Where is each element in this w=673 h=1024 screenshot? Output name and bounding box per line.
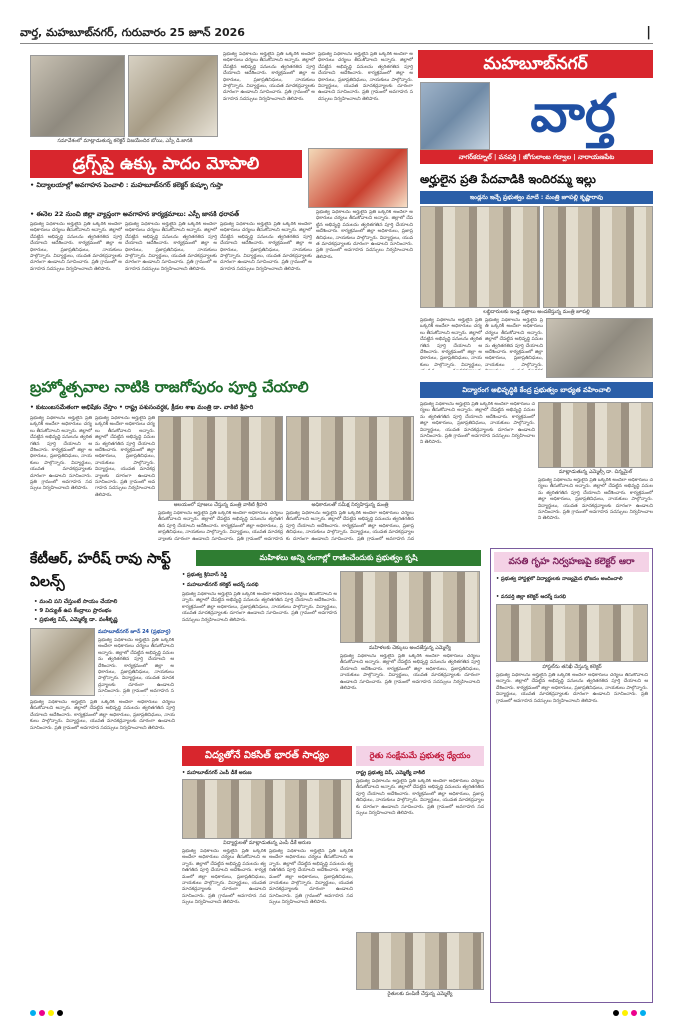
dateline-bar: [20, 22, 653, 44]
story7-photo: [496, 604, 648, 662]
story1-body-col6: ప్రభుత్వ పథకాలను అర్హులైన ప్రతి ఒక్కరికీ అందేలా అధికారులు చర్యలు తీసుకోవాలని అన్నారు. జిల్లాలో చేపట్టిన అభివృద్ధి పనులను త్వరితగతిన పూర్తి చేయాలని ఆదేశించారు. కార్యక్రమంలో జిల్లా అధికారులు, ప్రజాప్రతినిధులు, నాయకులు పాల్గొన్నారు. విద్యార్థులు, యువత మాదకద్రవ్యాలకు దూరంగా ఉండాలని సూచించారు. ప్రతి గ్రామంలో అవగాహన సదస్సులు నిర్వహించాలని తెలిపారు.: [316, 210, 413, 260]
story2-photo-right: [543, 206, 653, 308]
story3-caption2: అధికారులతో సమీక్ష నిర్వహిస్తున్న మంత్రి: [311, 502, 389, 508]
story9-sub: రాష్ట్ర ప్రభుత్వ విప్, ఎమ్మెల్యే వాకిటి: [356, 770, 425, 776]
story1-sub1: • విద్యాలయాల్లో అవగాహన పెంచాలి : మహబూబ్‌నగర్ కలెక్టర్ కుష్బూ గుప్తా: [30, 181, 223, 189]
story7-headline: వసతి గృహ నిర్వహణపై కలెక్టర్ ఆరా: [494, 552, 649, 572]
registration-cyan: [30, 1010, 36, 1016]
story3-body-col2: ప్రభుత్వ పథకాలను అర్హులైన ప్రతి ఒక్కరికీ అందేలా అధికారులు చర్యలు తీసుకోవాలని అన్నారు. జిల్లాలో చేపట్టిన అభివృద్ధి పనులను త్వరితగతిన పూర్తి చేయాలని ఆదేశించారు. కార్యక్రమంలో జిల్లా అధికారులు, ప్రజాప్రతినిధులు, నాయకులు పాల్గొన్నారు. విద్యార్థులు, యువత మాదకద్రవ్యాలకు దూరంగా ఉండాలని సూచించారు. ప్రతి గ్రామంలో అవగాహన సదస్సులు నిర్వహించాలని తెలిపారు.: [95, 416, 155, 498]
story4-body-col2: ప్రభుత్వ పథకాలను అర్హులైన ప్రతి ఒక్కరికీ అందేలా అధికారులు చర్యలు తీసుకోవాలని అన్నారు. జిల్లాలో చేపట్టిన అభివృద్ధి పనులను త్వరితగతిన పూర్తి చేయాలని ఆదేశించారు. కార్యక్రమంలో జిల్లా అధికారులు, ప్రజాప్రతినిధులు, నాయకులు పాల్గొన్నారు. విద్యార్థులు, యువత మాదకద్రవ్యాలకు దూరంగా ఉండాలని సూచించారు. ప్రతి గ్రామంలో అవగాహన సదస్సులు నిర్వహించాలని తెలిపారు.: [538, 478, 653, 522]
story6-body-col2: ప్రభుత్వ పథకాలను అర్హులైన ప్రతి ఒక్కరికీ అందేలా అధికారులు చర్యలు తీసుకోవాలని అన్నారు. జిల్లాలో చేపట్టిన అభివృద్ధి పనులను త్వరితగతిన పూర్తి చేయాలని ఆదేశించారు. కార్యక్రమంలో జిల్లా అధికారులు, ప్రజాప్రతినిధులు, నాయకులు పాల్గొన్నారు. విద్యార్థులు, యువత మాదకద్రవ్యాలకు దూరంగా ఉండాలని సూచించారు. ప్రతి గ్రామంలో అవగాహన సదస్సులు నిర్వహించాలని తెలిపారు.: [340, 654, 480, 692]
story4-caption: మాట్లాడుతున్న ఎమ్మెల్సీ డా. చిన్నమైల్: [558, 469, 633, 475]
paper-logo: వార్త: [530, 83, 616, 144]
story9-photo: [356, 932, 484, 990]
story2-body-col2: ప్రభుత్వ పథకాలను అర్హులైన ప్రతి ఒక్కరికీ అందేలా అధికారులు చర్యలు తీసుకోవాలని అన్నారు. జిల్లాలో చేపట్టిన అభివృద్ధి పనులను త్వరితగతిన పూర్తి చేయాలని ఆదేశించారు. కార్యక్రమంలో జిల్లా అధికారులు, ప్రజాప్రతినిధులు, నాయకులు పాల్గొన్నారు.: [485, 318, 543, 368]
story6-body-col1: ప్రభుత్వ పథకాలను అర్హులైన ప్రతి ఒక్కరికీ అందేలా అధికారులు చర్యలు తీసుకోవాలని అన్నారు. జిల్లాలో చేపట్టిన అభివృద్ధి పనులను త్వరితగతిన పూర్తి చేయాలని ఆదేశించారు. కార్యక్రమంలో జిల్లా అధికారులు, ప్రజాప్రతినిధులు, నాయకులు పాల్గొన్నారు. విద్యార్థులు, యువత మాదకద్రవ్యాలకు దూరంగా ఉండాలని సూచించారు. ప్రతి గ్రామంలో అవగాహన సదస్సులు నిర్వహించాలని తెలిపారు.: [182, 592, 337, 623]
story6-headline: మహిళలు అన్ని రంగాల్లో రాణించేందుకు ప్రభుత్వం కృషి: [196, 550, 481, 566]
story8-body-col1: ప్రభుత్వ పథకాలను అర్హులైన ప్రతి ఒక్కరికీ అందేలా అధికారులు చర్యలు తీసుకోవాలని అన్నారు. జిల్లాలో చేపట్టిన అభివృద్ధి పనులను త్వరితగతిన పూర్తి చేయాలని ఆదేశించారు. కార్యక్రమంలో జిల్లా అధికారులు, ప్రజాప్రతినిధులు, నాయకులు పాల్గొన్నారు. విద్యార్థులు, యువత మాదకద్రవ్యాలకు దూరంగా ఉండాలని సూచించారు. ప్రతి గ్రామంలో అవగాహన సదస్సులు నిర్వహించాలని తెలిపారు.: [182, 849, 266, 906]
registration-magenta: [39, 1010, 45, 1016]
story8-body-col2: ప్రభుత్వ పథకాలను అర్హులైన ప్రతి ఒక్కరికీ అందేలా అధికారులు చర్యలు తీసుకోవాలని అన్నారు. జిల్లాలో చేపట్టిన అభివృద్ధి పనులను త్వరితగతిన పూర్తి చేయాలని ఆదేశించారు. కార్యక్రమంలో జిల్లా అధికారులు, ప్రజాప్రతినిధులు, నాయకులు పాల్గొన్నారు. విద్యార్థులు, యువత మాదకద్రవ్యాలకు దూరంగా ఉండాలని సూచించారు. ప్రతి గ్రామంలో అవగాహన సదస్సులు నిర్వహించాలని తెలిపారు.: [269, 849, 353, 906]
dam-photo: [420, 82, 490, 150]
story5-headline: కేటీఆర్, హరీష్ రావు సాఫ్ట్ విలన్స్: [30, 551, 171, 590]
districts-strip: నాగర్‌కర్నూల్ | వనపర్తి | జోగులాంబ గద్వాల | నారాయణపేట: [420, 150, 653, 164]
story7-caption: హాస్టల్‌ను తనిఖీ చేస్తున్న కలెక్టర్: [542, 664, 602, 670]
drugs-illustration: [308, 148, 408, 208]
story1-body-col1: ప్రభుత్వ పథకాలను అర్హులైన ప్రతి ఒక్కరికీ అందేలా అధికారులు చర్యలు తీసుకోవాలని అన్నారు. జిల్లాలో చేపట్టిన అభివృద్ధి పనులను త్వరితగతిన పూర్తి చేయాలని ఆదేశించారు. కార్యక్రమంలో జిల్లా అధికారులు, ప్రజాప్రతినిధులు, నాయకులు పాల్గొన్నారు. విద్యార్థులు, యువత మాదకద్రవ్యాలకు దూరంగా ఉండాలని సూచించారు. ప్రతి గ్రామంలో అవగాహన సదస్సులు నిర్వహించాలని తెలిపారు.: [223, 52, 315, 102]
edition-title: మహబూబ్‌నగర్: [418, 50, 653, 78]
story2-photo-left: [420, 206, 540, 308]
sp-photo: [128, 55, 218, 137]
story3-photo-right: [286, 416, 414, 501]
story6-caption: మహిళలకు చెక్కులు అందజేస్తున్న ఎమ్మెల్యే: [369, 645, 451, 651]
story1-body-col4: ప్రభుత్వ పథకాలను అర్హులైన ప్రతి ఒక్కరికీ అందేలా అధికారులు చర్యలు తీసుకోవాలని అన్నారు. జిల్లాలో చేపట్టిన అభివృద్ధి పనులను త్వరితగతిన పూర్తి చేయాలని ఆదేశించారు. కార్యక్రమంలో జిల్లా అధికారులు, ప్రజాప్రతినిధులు, నాయకులు పాల్గొన్నారు. విద్యార్థులు, యువత మాదకద్రవ్యాలకు దూరంగా ఉండాలని సూచించారు. ప్రతి గ్రామంలో అవగాహన సదస్సులు నిర్వహించాలని తెలిపారు.: [125, 222, 217, 272]
story8-headline: విద్యతోనే వికసిత్ భారత్ సాధ్యం: [182, 746, 352, 766]
registration-black: [57, 1010, 63, 1016]
registration-yellow-right: [622, 1010, 628, 1016]
story1-caption: సమావేశంలో మాట్లాడుతున్న కలెక్టర్ విజయేందిర బోయి, ఎస్పీ డి.జానకి: [57, 138, 193, 144]
story3-caption1: ఆలయంలో పూజలు చేస్తున్న మంత్రి వాకిటి శ్రీహరి: [173, 502, 268, 508]
story2-body-col1: ప్రభుత్వ పథకాలను అర్హులైన ప్రతి ఒక్కరికీ అందేలా అధికారులు చర్యలు తీసుకోవాలని అన్నారు. జిల్లాలో చేపట్టిన అభివృద్ధి పనులను త్వరితగతిన పూర్తి చేయాలని ఆదేశించారు. కార్యక్రమంలో జిల్లా అధికారులు, ప్రజాప్రతినిధులు, నాయకులు పాల్గొన్నారు. విద్యార్థులు,: [420, 318, 482, 368]
story1-body-col2: ప్రభుత్వ పథకాలను అర్హులైన ప్రతి ఒక్కరికీ అందేలా అధికారులు చర్యలు తీసుకోవాలని అన్నారు. జిల్లాలో చేపట్టిన అభివృద్ధి పనులను త్వరితగతిన పూర్తి చేయాలని ఆదేశించారు. కార్యక్రమంలో జిల్లా అధికారులు, ప్రజాప్రతినిధులు, నాయకులు పాల్గొన్నారు. విద్యార్థులు, యువత మాదకద్రవ్యాలకు దూరంగా ఉండాలని సూచించారు. ప్రతి గ్రామంలో అవగాహన సదస్సులు నిర్వహించాలని తెలిపారు.: [318, 52, 413, 102]
registration-cyan-right: [640, 1010, 646, 1016]
story6-photo: [340, 571, 480, 643]
story5-body-col1: ప్రభుత్వ పథకాలను అర్హులైన ప్రతి ఒక్కరికీ అందేలా అధికారులు చర్యలు తీసుకోవాలని అన్నారు. జిల్లాలో చేపట్టిన అభివృద్ధి పనులను త్వరితగతిన పూర్తి చేయాలని ఆదేశించారు. కార్యక్రమంలో జిల్లా అధికారులు, ప్రజాప్రతినిధులు, నాయకులు పాల్గొన్నారు. విద్యార్థులు, యువత మాదకద్రవ్యాలకు దూరంగా ఉండాలని సూచించారు. ప్రతి గ్రామంలో అవగాహన స: [98, 638, 174, 695]
story6-sub2: • మహబూబ్‌నగర్ కలెక్టర్ ఆదర్శ్ సురభి: [182, 582, 259, 588]
registration-magenta-right: [631, 1010, 637, 1016]
story5-sub1: • మంచి పని చేస్తుంటే సాయం చేయాలి: [34, 599, 118, 605]
story7-sub1: • ప్రభుత్వ హాస్టళ్లలో విద్యార్థులకు నాణ్యమైన భోజనం అందించాలి: [496, 576, 623, 582]
story1-body-col3: ప్రభుత్వ పథకాలను అర్హులైన ప్రతి ఒక్కరికీ అందేలా అధికారులు చర్యలు తీసుకోవాలని అన్నారు. జిల్లాలో చేపట్టిన అభివృద్ధి పనులను త్వరితగతిన పూర్తి చేయాలని ఆదేశించారు. కార్యక్రమంలో జిల్లా అధికారులు, ప్రజాప్రతినిధులు, నాయకులు పాల్గొన్నారు. విద్యార్థులు, యువత మాదకద్రవ్యాలకు దూరంగా ఉండాలని సూచించారు. ప్రతి గ్రామంలో అవగాహన సదస్సులు నిర్వహించాలని తెలిపారు.: [30, 222, 122, 272]
story3-body-col1: ప్రభుత్వ పథకాలను అర్హులైన ప్రతి ఒక్కరికీ అందేలా అధికారులు చర్యలు తీసుకోవాలని అన్నారు. జిల్లాలో చేపట్టిన అభివృద్ధి పనులను త్వరితగతిన పూర్తి చేయాలని ఆదేశించారు. కార్యక్రమంలో జిల్లా అధికారులు, ప్రజాప్రతినిధులు, నాయకులు పాల్గొన్నారు. విద్యార్థులు, యువత మాదకద్రవ్యాలకు దూరంగా ఉండాలని సూచించారు. ప్రతి గ్రామంలో అవగాహన సదస్సులు నిర్వహించాలని తెలిపారు.: [30, 416, 92, 492]
story8-caption: విద్యార్థులతో మాట్లాడుతున్న ఎంపీ డీకే అరుణ: [223, 840, 311, 846]
story8-sub: • మహబూబ్‌నగర్ ఎంపీ డీకే అరుణ: [182, 770, 252, 776]
story1-headline: డ్రగ్స్‌పై ఉక్కు పాదం మోపాలి: [30, 150, 302, 178]
story7-sub2: • వనపర్తి జిల్లా కలెక్టర్ ఆదర్శ్ సురభి: [496, 594, 566, 600]
story4-headline: విద్యారంగ అభివృద్ధికి కేంద్ర ప్రభుత్వం బాధ్యత వహించాలి: [420, 382, 653, 398]
story2-caption: లబ్ధిదారులకు ఇండ్ల పత్రాలు అందజేస్తున్న మంత్రి జూపల్లి: [483, 309, 590, 315]
story5-reporter: మహబూబ్‌నగర్ జూన్ 24 (ప్రభవార్త): [98, 629, 171, 635]
story5-sub3: • ప్రభుత్వ విప్, ఎమ్మెల్యే డా. వంశీకృష్ణ: [34, 617, 118, 623]
story8-photo: [182, 779, 352, 839]
story9-body: ప్రభుత్వ పథకాలను అర్హులైన ప్రతి ఒక్కరికీ అందేలా అధికారులు చర్యలు తీసుకోవాలని అన్నారు. జిల్లాలో చేపట్టిన అభివృద్ధి పనులను త్వరితగతిన పూర్తి చేయాలని ఆదేశించారు. కార్యక్రమంలో జిల్లా అధికారులు, ప్రజాప్రతినిధులు, నాయకులు పాల్గొన్నారు. విద్యార్థులు, యువత మాదకద్రవ్యాలకు దూరంగా ఉండాలని సూచించారు. ప్రతి గ్రామంలో అవగాహన సదస్సులు నిర్వహించాలని తెలిపారు.: [356, 779, 484, 817]
story3-headline: బ్రహ్మోత్సవాల నాటికి రాజగోపురం పూర్తి చేయాలి: [30, 378, 309, 396]
story1-body-col5: ప్రభుత్వ పథకాలను అర్హులైన ప్రతి ఒక్కరికీ అందేలా అధికారులు చర్యలు తీసుకోవాలని అన్నారు. జిల్లాలో చేపట్టిన అభివృద్ధి పనులను త్వరితగతిన పూర్తి చేయాలని ఆదేశించారు. కార్యక్రమంలో జిల్లా అధికారులు, ప్రజాప్రతినిధులు, నాయకులు పాల్గొన్నారు. విద్యార్థులు, యువత మాదకద్రవ్యాలకు దూరంగా ఉండాలని సూచించారు. ప్రతి గ్రామంలో అవగాహన సదస్సులు నిర్వహించాలని తెలిపారు.: [220, 222, 312, 272]
story6-sub1: • ప్రభుత్వ శ్రీనివాస్ రెడ్డి: [182, 572, 228, 578]
story5-body-col2: ప్రభుత్వ పథకాలను అర్హులైన ప్రతి ఒక్కరికీ అందేలా అధికారులు చర్యలు తీసుకోవాలని అన్నారు. జిల్లాలో చేపట్టిన అభివృద్ధి పనులను త్వరితగతిన పూర్తి చేయాలని ఆదేశించారు. కార్యక్రమంలో జిల్లా అధికారులు, ప్రజాప్రతినిధులు, నాయకులు పాల్గొన్నారు. విద్యార్థులు, యువత మాదకద్రవ్యాలకు దూరంగా ఉండాలని సూచించారు. ప్రతి గ్రామంలో అవగాహన సదస్సులు నిర్వహించాలని తెలిపారు.: [30, 700, 175, 731]
story9-headline: రైతు సంక్షేమమే ప్రభుత్వ ధ్యేయం: [356, 746, 484, 766]
story1-sub2: • ఈనెల 22 నుంచి జిల్లా వ్యాప్తంగా అవగాహన కార్యక్రమాలు: ఎస్పీ జానకి ధరావత్: [30, 210, 240, 218]
story3-body-col3: ప్రభుత్వ పథకాలను అర్హులైన ప్రతి ఒక్కరికీ అందేలా అధికారులు చర్యలు తీసుకోవాలని అన్నారు. జిల్లాలో చేపట్టిన అభివృద్ధి పనులను త్వరితగతిన పూర్తి చేయాలని ఆదేశించారు. కార్యక్రమంలో జిల్లా అధికారులు, ప్రజాప్రతినిధులు, నాయకులు పాల్గొన్నారు. విద్యార్థులు, యువత మాదకద్రవ్యాలకు దూరంగా ఉండాలని సూచించారు. ప్రతి గ్రామంలో అవగాహన: [158, 511, 283, 541]
story9-caption: రైతులకు పంపిణీ చేస్తున్న ఎమ్మెల్యే: [387, 991, 453, 997]
story2-headline: అర్హులైన ప్రతి పేదవాడికి ఇందిరమ్మ ఇల్లు: [420, 172, 596, 186]
story7-body: ప్రభుత్వ పథకాలను అర్హులైన ప్రతి ఒక్కరికీ అందేలా అధికారులు చర్యలు తీసుకోవాలని అన్నారు. జిల్లాలో చేపట్టిన అభివృద్ధి పనులను త్వరితగతిన పూర్తి చేయాలని ఆదేశించారు. కార్యక్రమంలో జిల్లా అధికారులు, ప్రజాప్రతినిధులు, నాయకులు పాల్గొన్నారు. విద్యార్థులు, యువత మాదకద్రవ్యాలకు దూరంగా ఉండాలని సూచించారు. ప్రతి గ్రామంలో అవగాహన సదస్సులు నిర్వహించాలని తెలిపారు.: [496, 673, 648, 704]
story3-body-col4: ప్రభుత్వ పథకాలను అర్హులైన ప్రతి ఒక్కరికీ అందేలా అధికారులు చర్యలు తీసుకోవాలని అన్నారు. జిల్లాలో చేపట్టిన అభివృద్ధి పనులను త్వరితగతిన పూర్తి చేయాలని ఆదేశించారు. కార్యక్రమంలో జిల్లా అధికారులు, ప్రజాప్రతినిధులు, నాయకులు పాల్గొన్నారు. విద్యార్థులు, యువత మాదకద్రవ్యాలకు దూరంగా ఉండాలని సూచించారు. ప్రతి గ్రామంలో అవగాహన సద: [286, 511, 414, 541]
dateline: వార్త, మహబూబ్‌నగర్, గురువారం 25 జూన్ 2026: [20, 26, 245, 39]
story5-sub2: • 9 విద్యుత్ ఉప కేంద్రాలు ప్రారంభం: [34, 608, 112, 614]
story3-sub: • కుటుంబసమేతంగా అభిషేకం చేస్తాం • రాష్ట్ర పశుసంవర్ధక, క్రీడల శాఖ మంత్రి డా. వాకిటి శ్రీహరి: [30, 404, 254, 411]
registration-black-right: [613, 1010, 619, 1016]
story2-sub: ఇండ్లను ఇచ్చే ప్రభుత్వం మాదే : మంత్రి జూపల్లి కృష్ణారావు: [420, 191, 653, 204]
dateline-pipe: |: [646, 25, 651, 40]
registration-yellow: [48, 1010, 54, 1016]
story5-mla-photo: [30, 628, 95, 696]
story2-photo-bottom: [546, 318, 653, 378]
story4-photo: [538, 402, 653, 468]
story4-body-col1: ప్రభుత్వ పథకాలను అర్హులైన ప్రతి ఒక్కరికీ అందేలా అధికారులు చర్యలు తీసుకోవాలని అన్నారు. జిల్లాలో చేపట్టిన అభివృద్ధి పనులను త్వరితగతిన పూర్తి చేయాలని ఆదేశించారు. కార్యక్రమంలో జిల్లా అధికారులు, ప్రజాప్రతినిధులు, నాయకులు పాల్గొన్నారు. విద్యార్థులు, యువత మాదకద్రవ్యాలకు దూరంగా ఉండాలని సూచించారు. ప్రతి గ్రామంలో అవగాహన సదస్సులు నిర్వహించాలని తెలిపారు.: [420, 402, 535, 446]
collector-photo: [30, 55, 125, 137]
story3-photo-left: [158, 416, 283, 501]
